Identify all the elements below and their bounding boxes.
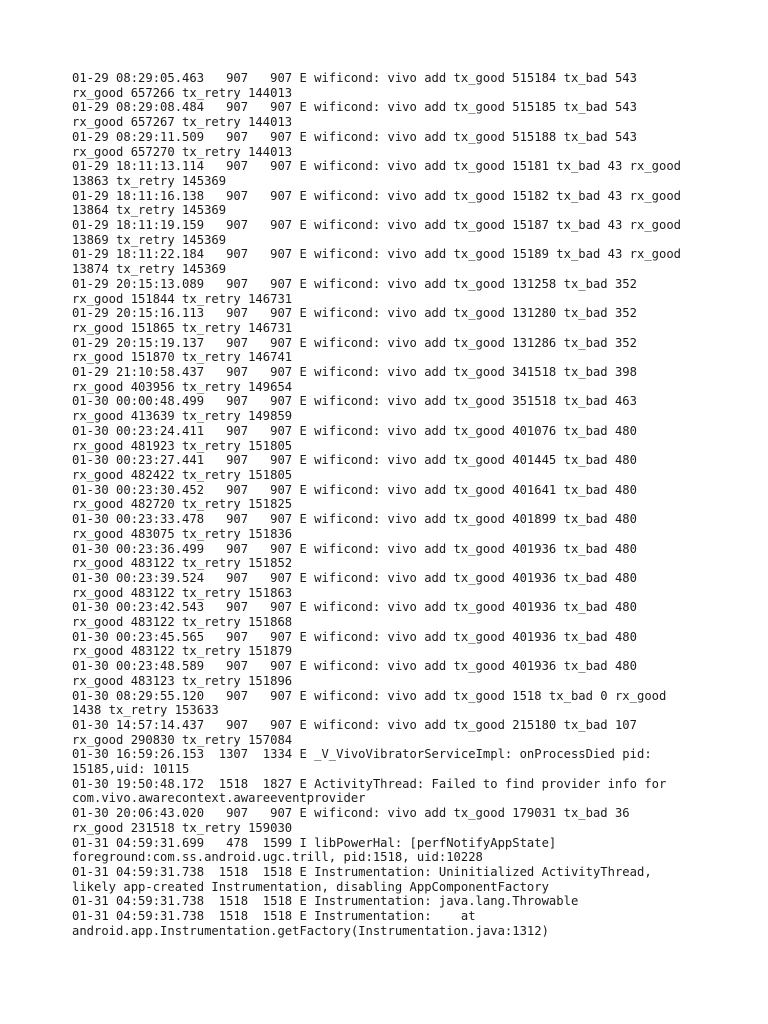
- log-line: 01-31 04:59:31.738 1518 1518 E Instrumentation: Uninitialized ActivityThread,: [72, 864, 652, 879]
- log-line: 01-29 08:29:11.509 907 907 E wificond: vivo add tx_good 515188 tx_bad 543: [72, 129, 637, 144]
- log-line: 01-29 21:10:58.437 907 907 E wificond: vivo add tx_good 341518 tx_bad 398: [72, 365, 637, 380]
- log-line: rx_good 483123 tx_retry 151896: [72, 673, 293, 688]
- log-line: rx_good 151870 tx_retry 146741: [72, 350, 293, 365]
- log-line: 01-30 00:23:36.499 907 907 E wificond: vivo add tx_good 401936 tx_bad 480: [72, 541, 637, 556]
- log-line: 01-29 18:11:19.159 907 907 E wificond: vivo add tx_good 15187 tx_bad 43 rx_good: [72, 218, 682, 233]
- log-line: 01-29 18:11:13.114 907 907 E wificond: vivo add tx_good 15181 tx_bad 43 rx_good: [72, 159, 682, 174]
- log-line: rx_good 657267 tx_retry 144013: [72, 115, 293, 130]
- log-line: 13864 tx_retry 145369: [72, 203, 227, 218]
- log-line: rx_good 481923 tx_retry 151805: [72, 438, 293, 453]
- log-line: rx_good 413639 tx_retry 149859: [72, 409, 293, 424]
- log-line: android.app.Instrumentation.getFactory(Instrumentation.java:1312): [72, 923, 549, 938]
- log-line: 1438 tx_retry 153633: [72, 703, 219, 718]
- log-line: rx_good 482422 tx_retry 151805: [72, 467, 293, 482]
- log-line: 01-29 20:15:16.113 907 907 E wificond: vivo add tx_good 131280 tx_bad 352: [72, 306, 637, 321]
- log-line: rx_good 483122 tx_retry 151879: [72, 644, 293, 659]
- log-line: 01-30 00:23:42.543 907 907 E wificond: vivo add tx_good 401936 tx_bad 480: [72, 600, 637, 615]
- log-line: rx_good 482720 tx_retry 151825: [72, 497, 293, 512]
- log-line: 01-29 08:29:05.463 907 907 E wificond: vivo add tx_good 515184 tx_bad 543: [72, 71, 637, 85]
- log-line: 01-31 04:59:31.699 478 1599 I libPowerHal: [perfNotifyAppState]: [72, 835, 557, 850]
- log-line: 15185,uid: 10115: [72, 762, 190, 777]
- log-line: 01-30 00:23:24.411 907 907 E wificond: vivo add tx_good 401076 tx_bad 480: [72, 423, 637, 438]
- log-line: 01-29 20:15:13.089 907 907 E wificond: vivo add tx_good 131258 tx_bad 352: [72, 276, 637, 291]
- log-line: 01-30 00:23:30.452 907 907 E wificond: vivo add tx_good 401641 tx_bad 480: [72, 482, 637, 497]
- log-line: 01-29 18:11:16.138 907 907 E wificond: vivo add tx_good 15182 tx_bad 43 rx_good: [72, 188, 682, 203]
- log-line: com.vivo.awarecontext.awareeventprovider: [72, 791, 366, 806]
- log-line: 01-30 00:23:45.565 907 907 E wificond: vivo add tx_good 401936 tx_bad 480: [72, 629, 637, 644]
- log-line: 01-30 00:23:33.478 907 907 E wificond: vivo add tx_good 401899 tx_bad 480: [72, 512, 637, 527]
- log-line: 01-30 00:23:39.524 907 907 E wificond: vivo add tx_good 401936 tx_bad 480: [72, 570, 637, 585]
- log-line: rx_good 657270 tx_retry 144013: [72, 144, 293, 159]
- log-line: 01-30 00:23:48.589 907 907 E wificond: vivo add tx_good 401936 tx_bad 480: [72, 659, 637, 674]
- log-line: rx_good 657266 tx_retry 144013: [72, 85, 293, 100]
- log-line: 01-31 04:59:31.738 1518 1518 E Instrumentation: at: [72, 909, 476, 924]
- log-line: 01-29 08:29:08.484 907 907 E wificond: vivo add tx_good 515185 tx_bad 543: [72, 100, 637, 115]
- log-line: rx_good 483122 tx_retry 151868: [72, 615, 293, 630]
- log-line: 01-30 00:00:48.499 907 907 E wificond: vivo add tx_good 351518 tx_bad 463: [72, 394, 637, 409]
- log-line: 01-30 14:57:14.437 907 907 E wificond: vivo add tx_good 215180 tx_bad 107: [72, 717, 637, 732]
- log-line: rx_good 403956 tx_retry 149654: [72, 379, 293, 394]
- log-line: 01-29 18:11:22.184 907 907 E wificond: vivo add tx_good 15189 tx_bad 43 rx_good: [72, 247, 682, 262]
- log-document: [72, 71, 712, 938]
- log-line: 13869 tx_retry 145369: [72, 232, 227, 247]
- log-line: foreground:com.ss.android.ugc.trill, pid:1518, uid:10228: [72, 850, 483, 865]
- log-line: rx_good 151865 tx_retry 146731: [72, 320, 293, 335]
- log-line: 01-31 04:59:31.738 1518 1518 E Instrumentation: java.lang.Throwable: [72, 894, 579, 909]
- log-line: 01-30 08:29:55.120 907 907 E wificond: vivo add tx_good 1518 tx_bad 0 rx_good: [72, 688, 667, 703]
- log-line: rx_good 231518 tx_retry 159030: [72, 820, 293, 835]
- log-line: 01-30 20:06:43.020 907 907 E wificond: vivo add tx_good 179031 tx_bad 36: [72, 806, 630, 821]
- log-line: 01-30 00:23:27.441 907 907 E wificond: vivo add tx_good 401445 tx_bad 480: [72, 453, 637, 468]
- log-line: rx_good 483075 tx_retry 151836: [72, 526, 293, 541]
- log-line: 13863 tx_retry 145369: [72, 173, 227, 188]
- log-line: 01-30 16:59:26.153 1307 1334 E _V_VivoVibratorServiceImpl: onProcessDied pid:: [72, 747, 652, 762]
- log-line: 01-30 19:50:48.172 1518 1827 E ActivityThread: Failed to find provider info for: [72, 776, 667, 791]
- log-line: rx_good 151844 tx_retry 146731: [72, 291, 293, 306]
- log-line: likely app-created Instrumentation, disabling AppComponentFactory: [72, 879, 549, 894]
- log-line: 01-29 20:15:19.137 907 907 E wificond: vivo add tx_good 131286 tx_bad 352: [72, 335, 637, 350]
- log-line: rx_good 483122 tx_retry 151852: [72, 556, 293, 571]
- log-line: rx_good 290830 tx_retry 157084: [72, 732, 293, 747]
- log-line: rx_good 483122 tx_retry 151863: [72, 585, 293, 600]
- log-line: 13874 tx_retry 145369: [72, 262, 227, 277]
